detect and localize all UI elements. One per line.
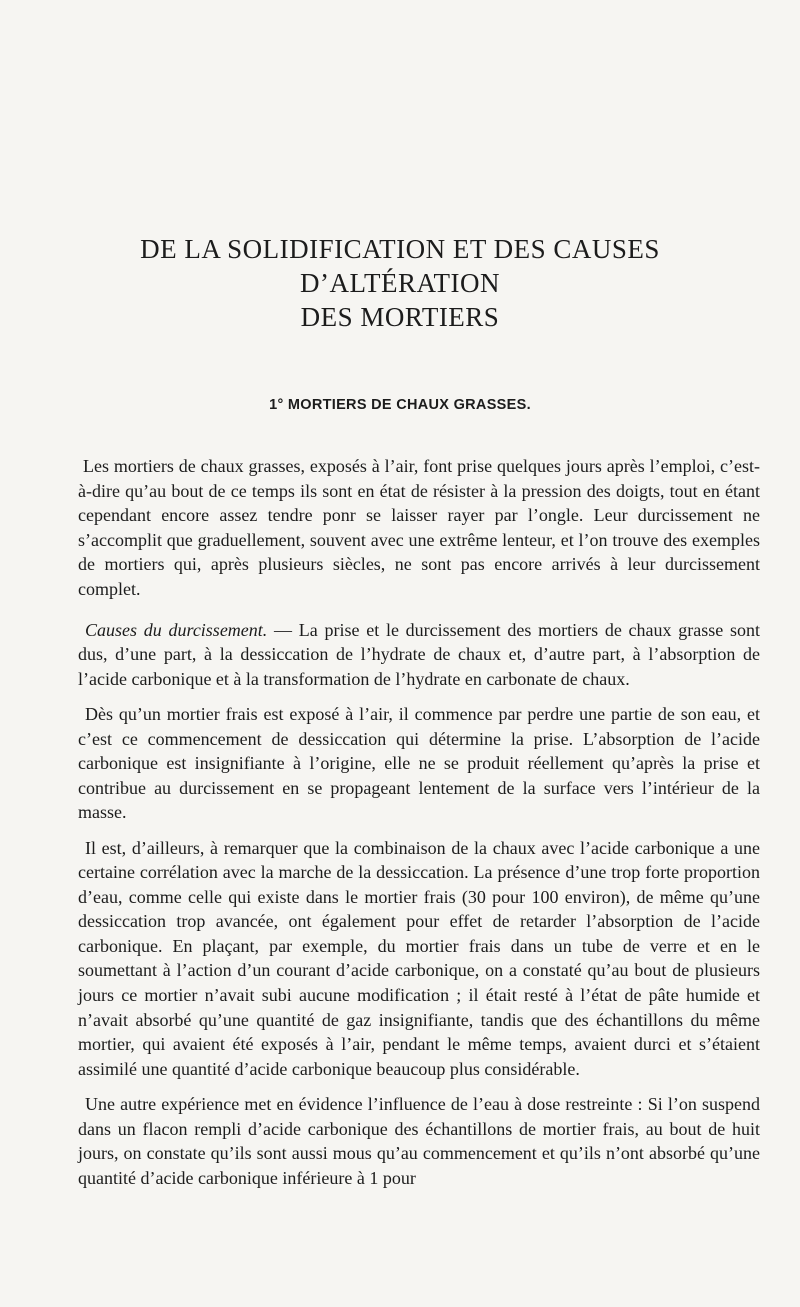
italic-lead: Causes du durcissement.: [85, 619, 268, 640]
paragraph-2: Causes du durcissement. — La prise et le durcissement des mortiers de chaux grasse sont dus, d’une part, à la dessiccation de l’hydrate de chaux et, d’autre part, à l’absorption de l’acide carbonique et à la transformation de l’hydrate en carbonate de chaux.: [78, 619, 760, 689]
body-text: [78, 454, 760, 1190]
section-heading: 1° MORTIERS DE CHAUX GRASSES.: [269, 397, 531, 413]
paragraph-3: Dès qu’un mortier frais est exposé à l’air, il commence par perdre une partie de son eau, et c’est ce commencement de dessiccation qui détermine la prise. L’absorption de l’acide carbonique est insignifiante à l’origine, elle ne se produit réellement qu’après la prise et contribue au durcissement en se propageant lentement de la surface vers l’intérieur de la masse.: [78, 703, 760, 823]
paragraph-5: Une autre expérience met en évidence l’influence de l’eau à dose restreinte : Si l’on suspend dans un flacon rempli d’acide carbonique des échantillons de mortier frais, au bout de huit jours, on constate qu’ils sont aussi mous qu’au commencement et qu’ils n’ont absorbé qu’une quantité d’acide carbonique inférieure à 1 pour: [78, 1094, 760, 1188]
paragraph-1: Les mortiers de chaux grasses, exposés à l’air, font prise quelques jours après l’emploi, c’est-à-dire qu’au bout de ce temps ils sont en état de résister à la pression des doigts, tout en étant cependant encore assez tendre ponr se laisser rayer par l’ongle. Leur durcissement ne s’accomplit que graduellement, souvent avec une extrême lenteur, et l’on trouve des exemples de mortiers qui, après plusieurs siècles, ne sont pas encore arrivés à leur durcissement complet.: [78, 456, 760, 599]
title-line-2: DES MORTIERS: [300, 302, 500, 332]
page-title: [40, 232, 760, 334]
title-line-1: DE LA SOLIDIFICATION ET DES CAUSES D’ALTÉRATION: [140, 234, 660, 298]
paragraph-4: Il est, d’ailleurs, à remarquer que la combinaison de la chaux avec l’acide carbonique a une certaine corrélation avec la marche de la dessiccation. La présence d’une trop forte proportion d’eau, comme celle qui existe dans le mortier frais (30 pour 100 environ), de même qu’une dessiccation trop avancée, ont également pour effet de retarder l’absorption de l’acide carbonique. En plaçant, par exemple, du mortier frais dans un tube de verre et en le soumettant à l’action d’un courant d’acide carbonique, on a constaté qu’au bout de plusieurs jours ce mortier n’avait subi aucune modification ; il était resté à l’état de pâte humide et n’avait absorbé qu’une quantité de gaz insignifiante, tandis que des échantillons du même mortier, qui avaient été exposés à l’air, pendant le même temps, avaient durci et s’étaient assimilé une quantité d’acide carbonique beaucoup plus considérable.: [78, 837, 760, 1079]
